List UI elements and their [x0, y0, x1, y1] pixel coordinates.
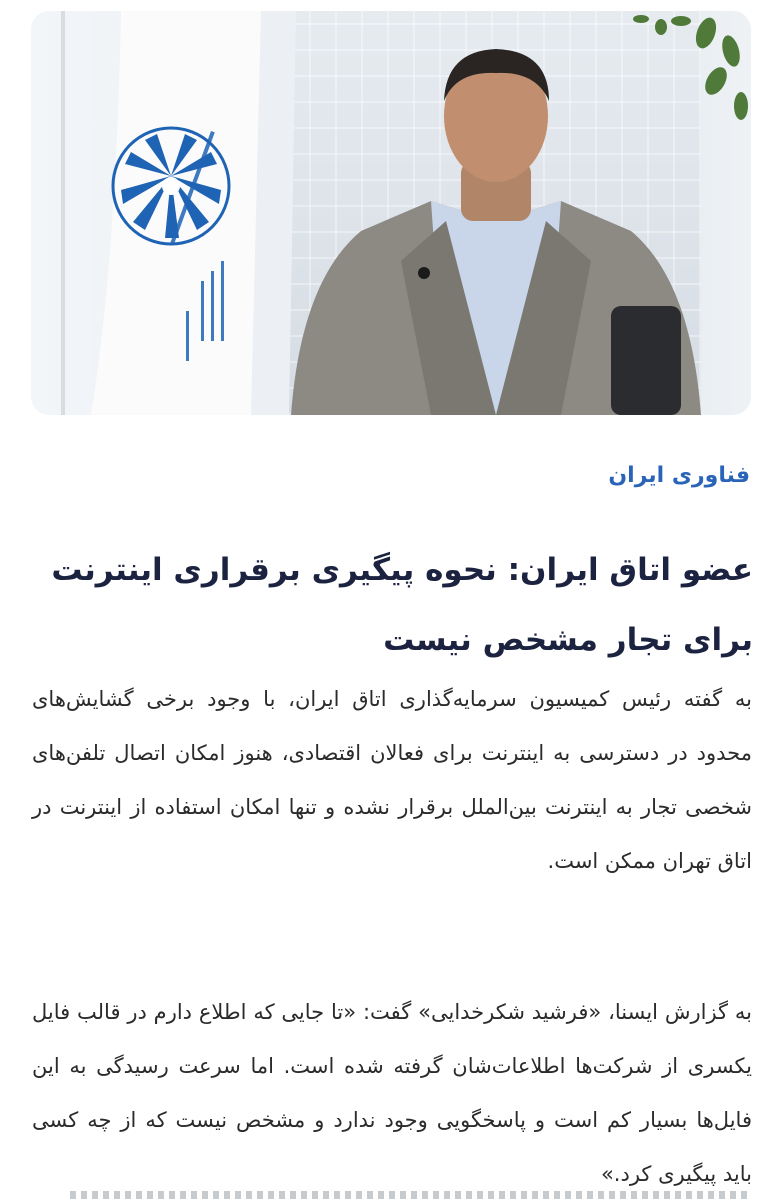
chamber-flag-image	[61, 11, 296, 415]
article-category-link[interactable]: فناوری ایران	[608, 463, 750, 488]
truncated-next-line	[70, 1191, 750, 1199]
article-hero-image[interactable]	[31, 11, 751, 415]
article-paragraph: به گزارش ایسنا، «فرشید شکرخدایی» گفت: «تا جایی که اطلاع دارم در قالب فایل یکسری از شرکت‌ها اطلاعات‌شان گرفته شده است. اما سرعت رسیدگی به این فایل‌ها بسیار کم است و پاسخگویی وجود ندارد و مشخص نیست که از چه کسی باید پیگیری کرد.»	[32, 1000, 752, 1186]
plant-leaves	[621, 11, 751, 141]
office-chair	[611, 306, 681, 415]
article-paragraph: به گفته رئیس کمیسیون سرمایه‌گذاری اتاق ایران، با وجود برخی گشایش‌های محدود در دسترسی به اینترنت برای فعالان اقتصادی، هنوز امکان اتصال تلفن‌های شخصی تجار به اینترنت بین‌الملل برقرار نشده و تنها امکان استفاده از اینترنت در اتاق تهران ممکن است.	[32, 687, 752, 873]
article-title: عضو اتاق ایران: نحوه پیگیری برقراری اینترنت برای تجار مشخص نیست	[51, 552, 753, 658]
